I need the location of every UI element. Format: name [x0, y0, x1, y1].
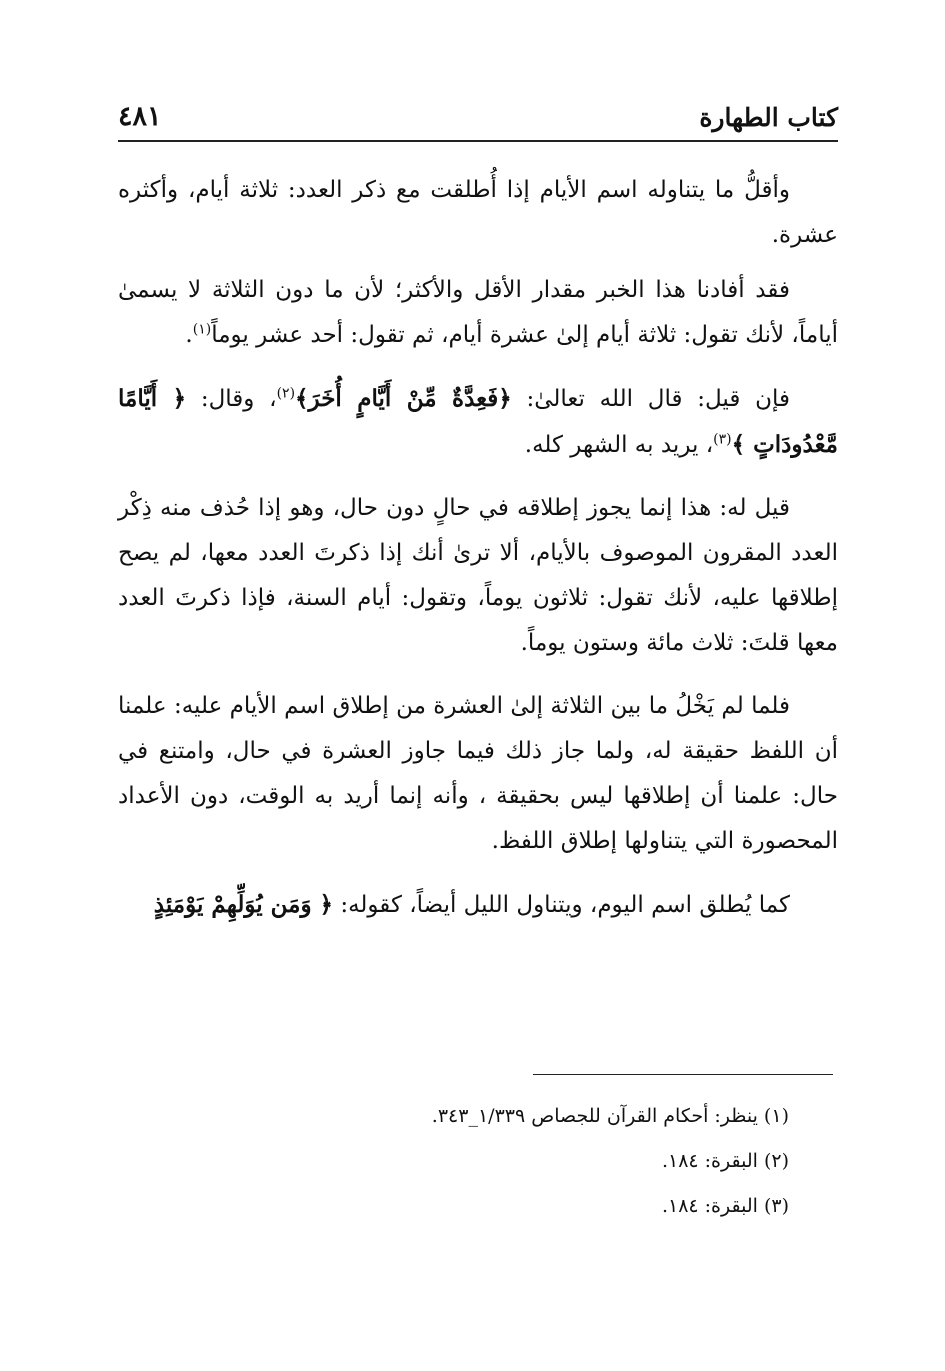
paragraph-1-text: وأقلُّ ما يتناوله اسم الأيام إذا أُطلقت مع ذكر العدد: ثلاثة أيام، وأكثره عشرة. [118, 177, 838, 248]
running-title: كتاب الطهارة [699, 103, 838, 132]
footnote-ref-3[interactable]: (٣) [713, 431, 732, 448]
paragraph-5 [118, 684, 838, 864]
page-header [118, 92, 838, 142]
footnote-2: (٢) البقرة: ١٨٤. [661, 1150, 789, 1172]
paragraph-2 [118, 268, 838, 358]
quran-verse-1: ﴿فَعِدَّةٌ مِّنْ أَيَّامٍ أُخَرَ﴾ [295, 385, 512, 412]
paragraph-6 [118, 882, 838, 928]
paragraph-1 [118, 168, 838, 258]
paragraph-4 [118, 486, 838, 666]
paragraph-5-text: فلما لم يَخْلُ ما بين الثلاثة إلىٰ العشرة من إطلاق اسم الأيام عليه: علمنا أن اللفظ حقيقة له، ولما جاز ذلك فيما جاوز العشرة في حال، وامتنع في حال: علمنا أن إطلاقها ليس بحقيقة ، وأنه إنما أريد به الوقت، دون الأعداد المحصورة التي يتناولها إطلاق اللفظ. [118, 693, 838, 854]
paragraph-2-text: فقد أفادنا هذا الخبر مقدار الأقل والأكثر؛ لأن ما دون الثلاثة لا يسمىٰ أياماً، لأنك تقول: ثلاثة أيام إلىٰ عشرة أيام، ثم تقول: أحد عشر يوماً [118, 277, 838, 348]
footnote-3: (٣) البقرة: ١٨٤. [661, 1195, 789, 1217]
paragraph-3-part2: ، وقال: [186, 386, 277, 412]
paragraph-3-part3: ، يريد به الشهر كله. [524, 432, 714, 458]
paragraph-4-text: قيل له: هذا إنما يجوز إطلاقه في حالٍ دون حال، وهو إذا حُذف منه ذِكْر العدد المقرون الموصوف بالأيام، ألا ترىٰ أنك إذا ذكرتَ العدد معها، لم يصح إطلاقها عليه، لأنك تقول: ثلاثون يوماً، وتقول: أيام السنة، فإذا ذكرتَ العدد معها قلتَ: ثلاث مائة وستون يوماً. [118, 495, 838, 656]
main-text [118, 168, 838, 946]
quran-verse-3: ﴿ وَمَن يُوَلِّهِمْ يَوْمَئِذٍ [153, 891, 334, 918]
paragraph-6-part1: كما يُطلق اسم اليوم، ويتناول الليل أيضاً، كقوله: [333, 892, 790, 918]
paragraph-3 [118, 376, 838, 468]
paragraph-3-part1: فإن قيل: قال الله تعالىٰ: [511, 386, 790, 412]
footnote-1: (١) ينظر: أحكام القرآن للجصاص ١/٣٣٩_٣٤٣. [431, 1105, 789, 1127]
footnote-ref-2[interactable]: (٢) [276, 385, 296, 402]
page-number: ٤٨١ [118, 101, 162, 132]
paragraph-2-end: . [185, 322, 193, 348]
footnote-divider [533, 1074, 833, 1075]
quran-verse-2: ﴿ أَيَّامًا مَّعْدُودَاتٍ ﴾ [118, 385, 838, 458]
footnotes [229, 1094, 789, 1229]
footnote-ref-1[interactable]: (١) [192, 321, 212, 338]
